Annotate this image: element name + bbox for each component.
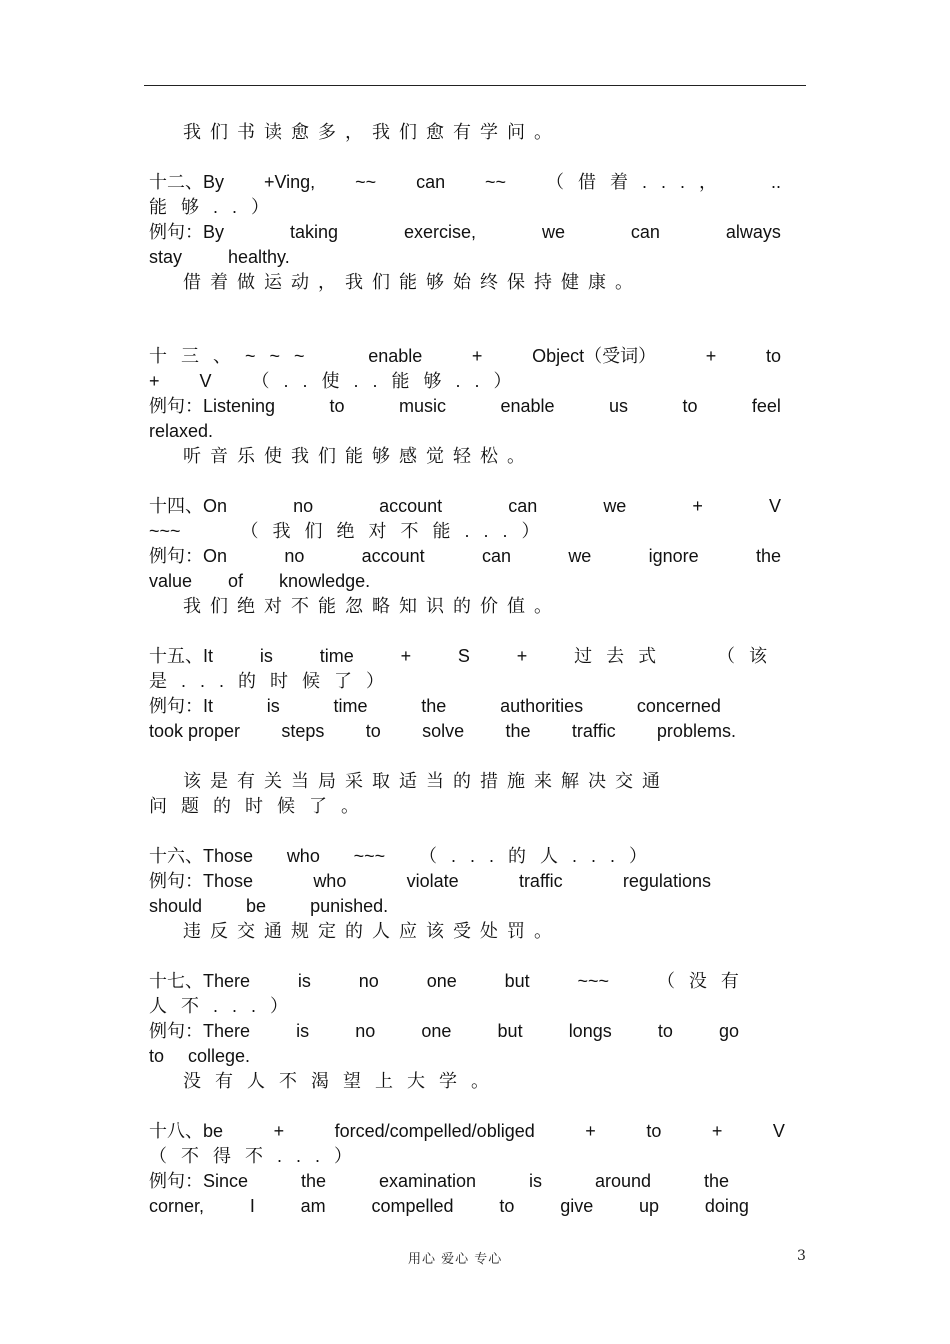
text-token: give (560, 1196, 594, 1216)
text-token: + (705, 346, 717, 366)
text-line (149, 369, 781, 394)
text-token: 例句：It (149, 696, 214, 716)
text-token: can (508, 496, 538, 516)
text-token: V (199, 371, 212, 391)
text-token: but (504, 971, 530, 991)
text-token: traffic (518, 871, 563, 891)
text-token: 问题的时候了。 (149, 796, 373, 816)
text-token: 借着做运动，我们能够始终保持健康。 (183, 272, 642, 292)
text-token: + (516, 646, 528, 666)
text-token: （不得不...） (149, 1146, 367, 1166)
text-token: always (725, 222, 781, 242)
text-token: am (300, 1196, 326, 1216)
text-line (149, 245, 781, 270)
text-token: doing (704, 1196, 749, 1216)
text-token: college. (188, 1046, 251, 1066)
text-line (149, 919, 781, 944)
text-token: problems. (656, 721, 736, 741)
text-token: value (149, 571, 193, 591)
section-s17 (149, 969, 781, 1094)
text-token: account (361, 546, 425, 566)
text-token: of (228, 571, 244, 591)
text-token: 我们绝对不能忽略知识的价值。 (183, 596, 561, 616)
text-token: authorities (500, 696, 584, 716)
text-token: ~~~ (577, 971, 610, 991)
text-token: ~~ (485, 172, 507, 192)
text-token: healthy. (228, 247, 290, 267)
document-body (149, 120, 785, 1219)
text-token: forced/compelled/obliged (334, 1121, 535, 1141)
header-rule (144, 85, 806, 86)
text-token: account (379, 496, 443, 516)
text-token: who (286, 846, 320, 866)
text-token: （借着...， (546, 172, 732, 192)
text-token: （我们绝对不能...） (240, 521, 554, 541)
text-line (149, 969, 753, 994)
text-token: the (505, 721, 531, 741)
text-token: stay (149, 247, 183, 267)
text-line (149, 869, 711, 894)
text-token: + (585, 1121, 596, 1141)
text-token: V (772, 1121, 785, 1141)
text-token: to (682, 396, 698, 416)
text-token: is (266, 696, 280, 716)
text-token: enable (500, 396, 555, 416)
text-token: V (768, 496, 781, 516)
text-line (149, 1169, 729, 1194)
text-token: 例句：By (149, 222, 225, 242)
text-token: should (149, 896, 203, 916)
text-token: examination (378, 1171, 477, 1191)
text-token: + (149, 371, 160, 391)
text-line (149, 1069, 781, 1094)
text-token: the (421, 696, 447, 716)
text-token: to (499, 1196, 515, 1216)
text-line (149, 344, 781, 369)
text-line (149, 195, 781, 220)
text-line (149, 994, 781, 1019)
text-token: S (457, 646, 470, 666)
text-token: 例句：Those (149, 871, 254, 891)
text-token: punished. (310, 896, 389, 916)
text-token: corner, (149, 1196, 205, 1216)
text-token: 十三、~~~ (149, 346, 319, 366)
text-token: 我们书读愈多，我们愈有学问。 (183, 122, 561, 142)
text-token: no (293, 496, 314, 516)
text-token: is (259, 646, 273, 666)
text-line (149, 719, 736, 744)
text-token: ~~~ (353, 846, 386, 866)
text-line (149, 1194, 749, 1219)
text-token: 能够..） (149, 197, 284, 217)
text-token: 过去式 (574, 646, 671, 666)
text-token: 十二、By (149, 172, 225, 192)
text-token: us (608, 396, 628, 416)
text-token: time (319, 646, 354, 666)
text-token: .. (770, 172, 781, 192)
text-token: steps (281, 721, 325, 741)
text-token: （没有 (656, 971, 753, 991)
text-line (149, 594, 781, 619)
text-line (149, 444, 781, 469)
text-token: compelled (371, 1196, 454, 1216)
text-line (149, 844, 661, 869)
text-token: up (639, 1196, 660, 1216)
text-token: violate (406, 871, 459, 891)
text-token: no (355, 1021, 376, 1041)
text-line (149, 519, 781, 544)
text-token: 听音乐使我们能够感觉轻松。 (183, 446, 534, 466)
text-token: to (657, 1021, 673, 1041)
text-token: be (246, 896, 267, 916)
text-token: exercise, (403, 222, 476, 242)
text-token: to (765, 346, 781, 366)
text-token: can (416, 172, 446, 192)
text-line (149, 794, 781, 819)
text-token: 例句：Listening (149, 396, 276, 416)
text-token: I (249, 1196, 255, 1216)
section-prev (149, 120, 781, 145)
text-token: traffic (571, 721, 616, 741)
text-token: took proper (149, 721, 241, 741)
text-token: regulations (622, 871, 711, 891)
text-token: 十五、It (149, 646, 214, 666)
text-line (149, 1144, 781, 1169)
section-s18 (149, 1119, 785, 1219)
text-line (149, 669, 781, 694)
text-token: we (603, 496, 627, 516)
text-token: 例句：Since (149, 1171, 249, 1191)
text-line (149, 544, 781, 569)
text-token: to (646, 1121, 662, 1141)
section-s16 (149, 844, 781, 944)
text-token: ignore (648, 546, 699, 566)
page-footer (0, 1248, 950, 1268)
text-line (149, 1019, 739, 1044)
text-line (149, 769, 781, 794)
text-token: time (333, 696, 368, 716)
text-line (149, 894, 781, 919)
text-line (149, 419, 781, 444)
text-token: 人不...） (149, 996, 303, 1016)
text-token: to (329, 396, 345, 416)
text-token: +Ving, (263, 172, 316, 192)
text-token: enable (368, 346, 423, 366)
section-s15 (149, 644, 781, 819)
text-token: 例句：There (149, 1021, 251, 1041)
text-token: + (711, 1121, 723, 1141)
text-token: （该 (716, 646, 781, 666)
text-token: 该是有关当局采取适当的措施来解决交通 (183, 771, 669, 791)
text-token: + (692, 496, 703, 516)
text-token: is (528, 1171, 542, 1191)
page-number: 3 (797, 1248, 806, 1264)
text-line (149, 644, 781, 669)
text-token: （..使..能够..） (251, 371, 526, 391)
text-token: one (426, 971, 457, 991)
text-token: solve (422, 721, 465, 741)
text-token: concerned (636, 696, 721, 716)
text-token: no (284, 546, 305, 566)
text-token: we (568, 546, 592, 566)
text-token: 十四、On (149, 496, 228, 516)
text-token: to (365, 721, 381, 741)
text-token: can (481, 546, 512, 566)
text-token: feel (751, 396, 781, 416)
text-token: who (313, 871, 347, 891)
text-line (149, 220, 781, 245)
text-token: knowledge. (279, 571, 371, 591)
text-token: is (297, 971, 311, 991)
section-s12 (149, 170, 781, 295)
section-s14 (149, 494, 781, 619)
text-token: + (273, 1121, 285, 1141)
text-line (149, 744, 781, 769)
text-token: we (541, 222, 565, 242)
footer-motto: 用心 爱心 专心 (408, 1252, 503, 1267)
text-token: to (149, 1046, 165, 1066)
text-token: 例句：On (149, 546, 228, 566)
text-token: but (497, 1021, 523, 1041)
text-token: the (703, 1171, 729, 1191)
text-token: go (718, 1021, 739, 1041)
text-token: is (296, 1021, 310, 1041)
text-line (149, 494, 781, 519)
text-token: 十六、Those (149, 846, 254, 866)
text-token: + (400, 646, 412, 666)
text-token: 没有人不渴望上大学。 (183, 1071, 503, 1091)
text-token: Object（受词） (532, 346, 657, 366)
text-line (149, 120, 781, 145)
text-token: 十七、There (149, 971, 251, 991)
text-token: 是...的时候了） (149, 671, 399, 691)
text-token: one (421, 1021, 452, 1041)
text-line (149, 170, 781, 195)
text-token: （...的人...） (418, 846, 661, 866)
text-line (149, 394, 781, 419)
text-token: no (358, 971, 379, 991)
text-token: the (755, 546, 781, 566)
text-line (149, 1119, 785, 1144)
text-token: the (300, 1171, 327, 1191)
text-token: 违反交通规定的人应该受处罚。 (183, 921, 561, 941)
text-line (149, 270, 781, 295)
section-s13 (149, 344, 781, 469)
text-token: + (471, 346, 483, 366)
text-token: taking (289, 222, 339, 242)
text-token: relaxed. (149, 421, 214, 441)
text-token: ~~~ (149, 521, 181, 541)
text-token: ~~ (355, 172, 377, 192)
text-token: music (398, 396, 446, 416)
text-line (149, 569, 781, 594)
text-line (149, 1044, 781, 1069)
text-token: can (630, 222, 660, 242)
text-token: around (594, 1171, 651, 1191)
text-token: 十八、be (149, 1121, 224, 1141)
text-token: longs (568, 1021, 612, 1041)
text-line (149, 694, 721, 719)
